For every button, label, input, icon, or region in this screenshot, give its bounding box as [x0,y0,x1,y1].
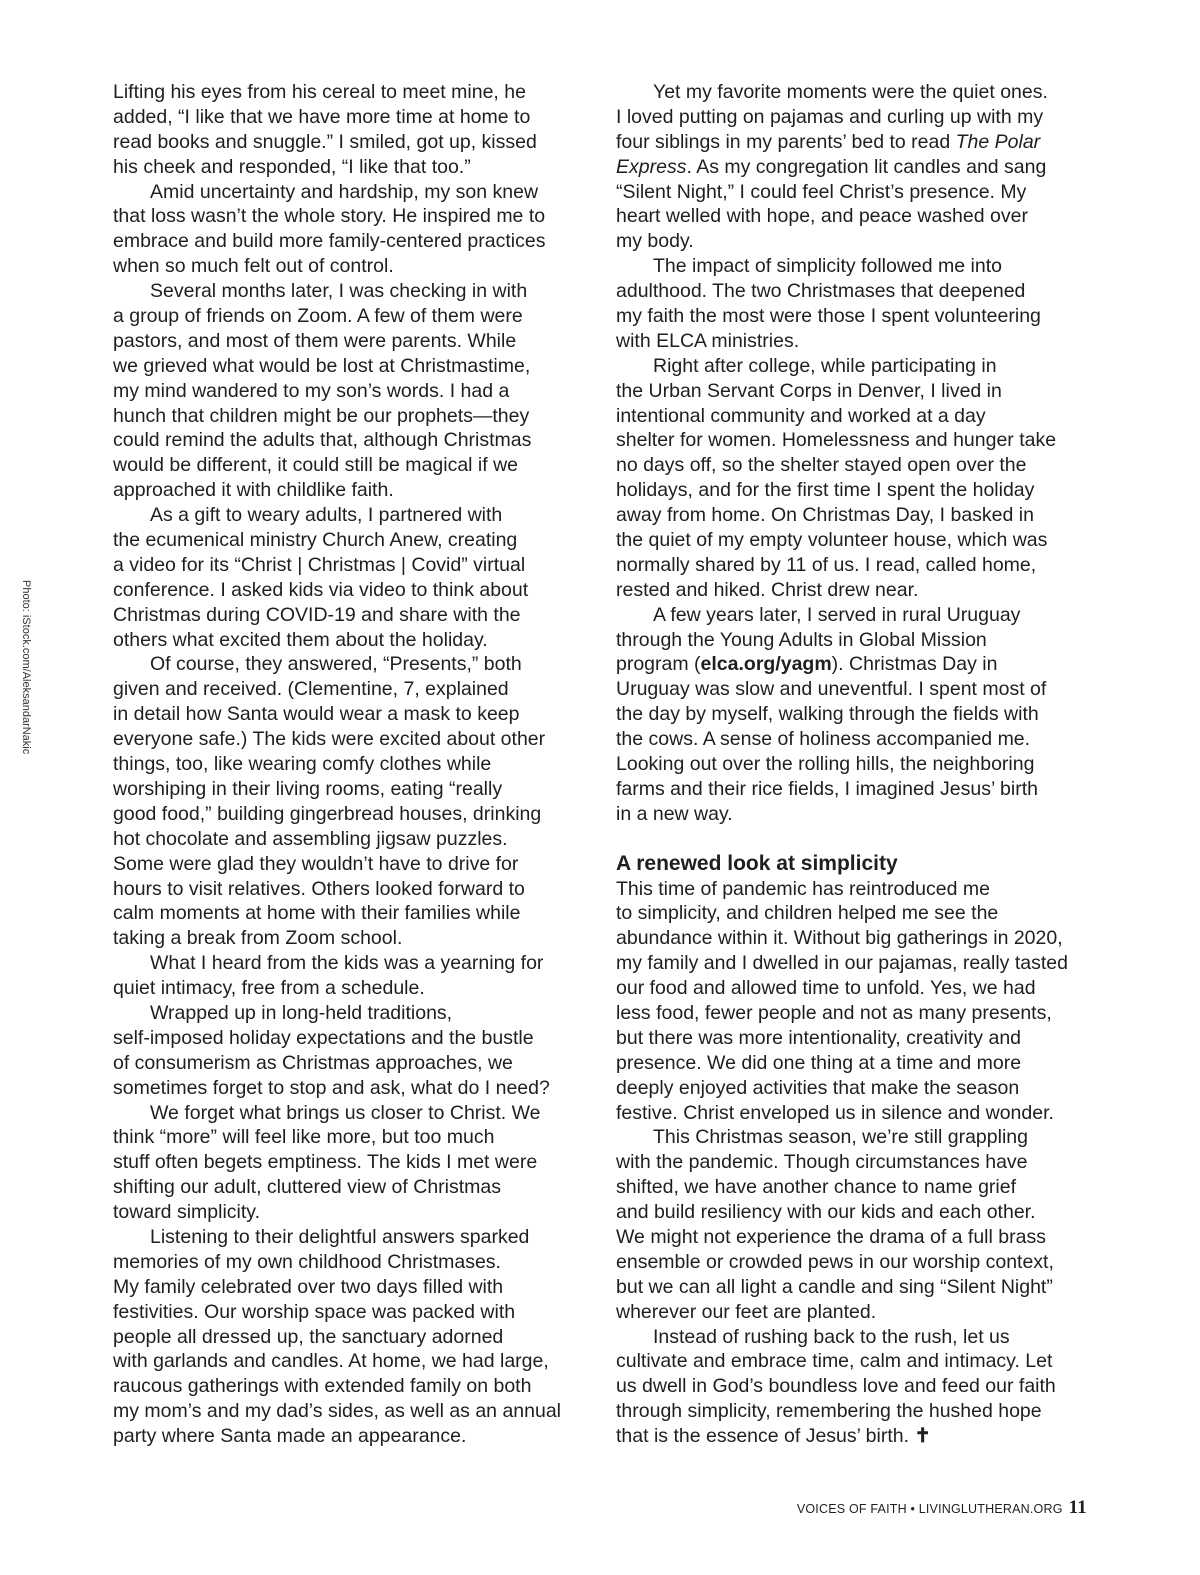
text-line [113,1325,583,1350]
text-line [113,677,583,702]
text-line [616,130,1086,155]
text-line [113,130,583,155]
text-line [113,926,583,951]
text-line [616,652,1086,677]
line-text: hunch that children might be our prophets—they [113,404,530,427]
text-line [616,1101,1086,1126]
line-text: four siblings in my parents’ bed to read [616,130,956,153]
line-text: cultivate and embrace time, calm and intimacy. Let [616,1350,1053,1373]
line-text: in detail how Santa would wear a mask to keep [113,703,520,726]
text-line [113,603,583,628]
text-line [113,1051,583,1076]
line-text: would be different, it could still be magical if we [113,454,519,477]
text-line [113,1125,583,1150]
book-title: The Polar [955,130,1041,153]
line-text: my faith the most were those I spent volunteering [616,305,1041,328]
line-text: I loved putting on pajamas and curling up with my [616,105,1044,128]
line-text: Some were glad they wouldn’t have to drive for [113,852,519,875]
line-text: and build resiliency with our kids and each other. [616,1201,1036,1224]
page-number: 11 [1068,1497,1087,1518]
line-text: My family celebrated over two days filled with [113,1275,504,1298]
text-line [616,478,1086,503]
text-line [113,428,583,453]
line-text: approached it with childlike faith. [113,479,394,502]
line-text: A renewed look at simplicity [616,851,898,875]
text-line [616,901,1086,926]
line-text: quiet intimacy, free from a schedule. [113,977,425,1000]
line-text: away from home. On Christmas Day, I basked in [616,504,1034,527]
line-text: my mom’s and my dad’s sides, as well as an annual [113,1400,561,1423]
line-text: could remind the adults that, although Christmas [113,429,532,452]
text-line [113,628,583,653]
line-text: the quiet of my empty volunteer house, which was [616,529,1048,552]
line-text: rested and hiked. Christ drew near. [616,578,919,601]
line-text: no days off, so the shelter stayed open over the [616,454,1027,477]
line-text: shelter for women. Homelessness and hunger take [616,429,1057,452]
text-line [616,528,1086,553]
text-line [616,180,1086,205]
line-text: that loss wasn’t the whole story. He inspired me to [113,205,546,228]
text-line [113,279,583,304]
line-text: Listening to their delightful answers sparked [150,1225,530,1248]
text-line [113,155,583,180]
section-heading [616,852,1086,877]
text-line [616,1051,1086,1076]
text-line [616,204,1086,229]
text-line [113,204,583,229]
text-line [113,553,583,578]
line-text: read books and snuggle.” I smiled, got up, kissed [113,130,537,153]
text-line [616,229,1086,254]
line-text: “Silent Night,” I could feel Christ’s presence. My [616,180,1027,203]
line-text: party where Santa made an appearance. [113,1425,467,1448]
text-line [616,1175,1086,1200]
line-text: my mind wandered to my son’s words. I had a [113,379,510,402]
text-line [113,1424,583,1449]
line-text: raucous gatherings with extended family on both [113,1375,532,1398]
text-line [616,677,1086,702]
text-line [113,1399,583,1424]
text-line [616,926,1086,951]
text-line [616,777,1086,802]
text-line [113,254,583,279]
text-line [113,752,583,777]
text-line [616,976,1086,1001]
text-line [113,802,583,827]
text-line [616,503,1086,528]
text-line [616,453,1086,478]
line-text: Looking out over the rolling hills, the neighboring [616,753,1035,776]
book-title: Express [616,155,687,178]
text-line [616,727,1086,752]
text-line [113,528,583,553]
text-line [616,404,1086,429]
line-text: Lifting his eyes from his cereal to meet mine, he [113,81,526,103]
line-text: everyone safe.) The kids were excited about other [113,728,546,751]
text-line [616,603,1086,628]
text-line [616,628,1086,653]
line-text: a group of friends on Zoom. A few of them were [113,305,523,328]
line-text: embrace and build more family-centered practices [113,230,546,253]
line-text: Several months later, I was checking in with [150,280,528,303]
line-text: a video for its “Christ | Christmas | Covid” virtual [113,553,526,576]
text-line [616,553,1086,578]
text-line [616,428,1086,453]
text-line [113,478,583,503]
line-text: hours to visit relatives. Others looked forward to [113,877,525,900]
text-line [616,1150,1086,1175]
line-text: with garlands and candles. At home, we had large, [113,1350,549,1373]
text-line [616,1349,1086,1374]
line-text: ). Christmas Day in [831,653,998,676]
text-line [616,1076,1086,1101]
line-text: Right after college, while participating in [653,354,997,377]
text-line [616,80,1086,105]
text-line [113,1175,583,1200]
line-text: farms and their rice fields, I imagined Jesus’ birth [616,777,1038,800]
line-text: shifted, we have another chance to name grief [616,1176,1016,1199]
text-line [113,229,583,254]
line-text: We forget what brings us closer to Christ. We [150,1101,541,1124]
text-line [616,951,1086,976]
cross-end-mark-icon: ✝ [914,1425,931,1448]
article-column-right [616,80,1086,1449]
text-line [113,1225,583,1250]
text-line [616,1275,1086,1300]
footer-section: VOICES OF FAITH • LIVINGLUTHERAN.ORG [796,1502,1063,1516]
text-line [113,727,583,752]
line-text: deeply enjoyed activities that make the season [616,1076,1020,1099]
line-text: things, too, like wearing comfy clothes while [113,753,492,776]
line-text: think “more” will feel like more, but too much [113,1126,495,1149]
line-text: added, “I like that we have more time at home to [113,105,531,128]
line-text: sometimes forget to stop and ask, what do I need? [113,1076,550,1099]
text-line [616,1374,1086,1399]
line-text: Yet my favorite moments were the quiet ones. [653,81,1048,103]
photo-credit: Photo: iStock.com/AleksandarNakic [20,580,32,755]
text-line [113,951,583,976]
article-column-left [113,80,583,1449]
text-line [113,304,583,329]
text-line [113,702,583,727]
text-line [616,578,1086,603]
text-line [113,180,583,205]
line-text: We might not experience the drama of a full brass [616,1225,1046,1248]
line-text: normally shared by 11 of us. I read, called home, [616,553,1037,576]
line-text: we grieved what would be lost at Christmastime, [113,354,531,377]
line-text: hot chocolate and assembling jigsaw puzzles. [113,827,508,850]
text-line [113,329,583,354]
text-line [113,1349,583,1374]
text-line [616,329,1086,354]
text-line [616,1325,1086,1350]
line-text: less food, fewer people and not as many presents, [616,1001,1052,1024]
text-line [113,1250,583,1275]
line-text: Wrapped up in long-held traditions, [150,1001,453,1024]
line-text: abundance within it. Without big gatherings in 2020, [616,927,1063,950]
line-text: This time of pandemic has reintroduced me [616,877,990,900]
line-text: . As my congregation lit candles and sang [686,155,1047,178]
line-text: Instead of rushing back to the rush, let us [653,1325,1010,1348]
line-text: memories of my own childhood Christmases. [113,1250,501,1273]
text-line [113,105,583,130]
text-line [113,503,583,528]
line-text: when so much felt out of control. [113,255,394,278]
text-line [113,1076,583,1101]
line-text: taking a break from Zoom school. [113,927,403,950]
line-text: shifting our adult, cluttered view of Christmas [113,1176,502,1199]
line-text: through simplicity, remembering the hushed hope [616,1400,1042,1423]
line-text: intentional community and worked at a day [616,404,986,427]
text-line [616,1300,1086,1325]
line-text: heart welled with hope, and peace washed over [616,205,1028,228]
text-line [616,105,1086,130]
text-line [113,379,583,404]
line-text: festivities. Our worship space was packed with [113,1300,516,1323]
line-text: program ( [616,653,701,676]
text-line [113,1101,583,1126]
line-text: ensemble or crowded pews in our worship context, [616,1250,1054,1273]
text-line [113,1150,583,1175]
text-line [616,1250,1086,1275]
line-text: A few years later, I served in rural Uruguay [653,603,1021,626]
text-line [113,404,583,429]
line-text: our food and allowed time to unfold. Yes, we had [616,977,1036,1000]
text-line [616,254,1086,279]
text-line [113,1200,583,1225]
line-text: festive. Christ enveloped us in silence and wonder. [616,1101,1054,1124]
line-text: my body. [616,230,694,253]
line-text: with the pandemic. Though circumstances have [616,1151,1028,1174]
text-line [113,578,583,603]
text-line [113,652,583,677]
text-line [113,777,583,802]
line-text: adulthood. The two Christmases that deepened [616,280,1026,303]
line-text: good food,” building gingerbread houses, drinking [113,802,542,825]
line-text: conference. I asked kids via video to think about [113,578,529,601]
line-text: As a gift to weary adults, I partnered with [150,504,503,527]
line-text: his cheek and responded, “I like that too.” [113,155,471,178]
text-line [616,354,1086,379]
text-line [113,80,583,105]
line-text: toward simplicity. [113,1201,261,1224]
text-line [616,1399,1086,1424]
line-text: wherever our feet are planted. [616,1300,877,1323]
line-text: the Urban Servant Corps in Denver, I lived in [616,379,1002,402]
text-line [113,901,583,926]
line-text: given and received. (Clementine, 7, explained [113,678,509,701]
line-text: others what excited them about the holiday. [113,628,488,651]
line-text: pastors, and most of them were parents. While [113,329,517,352]
line-text: calm moments at home with their families while [113,902,521,925]
text-line [616,1200,1086,1225]
line-text: the day by myself, walking through the fields with [616,703,1039,726]
line-text: through the Young Adults in Global Mission [616,628,987,651]
line-text: in a new way. [616,802,733,825]
line-text: us dwell in God’s boundless love and feed our faith [616,1375,1056,1398]
line-text: worshiping in their living rooms, eating “really [113,777,503,800]
text-line [616,1125,1086,1150]
text-line [113,1001,583,1026]
text-line [616,702,1086,727]
line-text: stuff often begets emptiness. The kids I met were [113,1151,538,1174]
line-text: but there was more intentionality, creativity and [616,1026,1022,1049]
text-line [616,379,1086,404]
line-text: my family and I dwelled in our pajamas, really tasted [616,952,1068,975]
text-line [616,1225,1086,1250]
text-line [113,852,583,877]
text-line [616,752,1086,777]
text-line [113,827,583,852]
line-text: Uruguay was slow and uneventful. I spent most of [616,678,1047,701]
text-line [616,279,1086,304]
text-line [113,1300,583,1325]
line-text: that is the essence of Jesus’ birth. [616,1425,915,1448]
text-line [113,1374,583,1399]
section-spacer [616,827,1086,852]
text-line [113,354,583,379]
text-line [616,1026,1086,1051]
line-text: the ecumenical ministry Church Anew, creating [113,529,518,552]
line-text: the cows. A sense of holiness accompanied me. [616,728,1031,751]
text-line [113,1026,583,1051]
text-line [616,802,1086,827]
text-line [113,976,583,1001]
line-text: but we can all light a candle and sing “Silent Night” [616,1275,1053,1298]
text-line [113,1275,583,1300]
line-text: Of course, they answered, “Presents,” both [150,653,522,676]
text-line [113,877,583,902]
text-line [616,304,1086,329]
line-text: people all dressed up, the sanctuary adorned [113,1325,504,1348]
page-footer [797,1497,1087,1519]
line-text: of consumerism as Christmas approaches, we [113,1051,513,1074]
line-text: This Christmas season, we’re still grappling [653,1126,1028,1149]
line-text: holidays, and for the first time I spent the holiday [616,479,1035,502]
line-text: with ELCA ministries. [616,329,800,352]
line-text: What I heard from the kids was a yearning for [150,952,544,975]
line-text: to simplicity, and children helped me see the [616,902,999,925]
line-text: The impact of simplicity followed me into [653,255,1002,278]
line-text: self-imposed holiday expectations and the bustle [113,1026,534,1049]
line-text: Christmas during COVID-19 and share with the [113,603,521,626]
text-line [616,1424,1086,1449]
text-line [616,155,1086,180]
text-line [616,1001,1086,1026]
text-line [616,877,1086,902]
line-text: Amid uncertainty and hardship, my son knew [150,180,539,203]
text-line [113,453,583,478]
line-text: presence. We did one thing at a time and more [616,1051,1022,1074]
website-link[interactable]: elca.org/yagm [700,653,832,676]
